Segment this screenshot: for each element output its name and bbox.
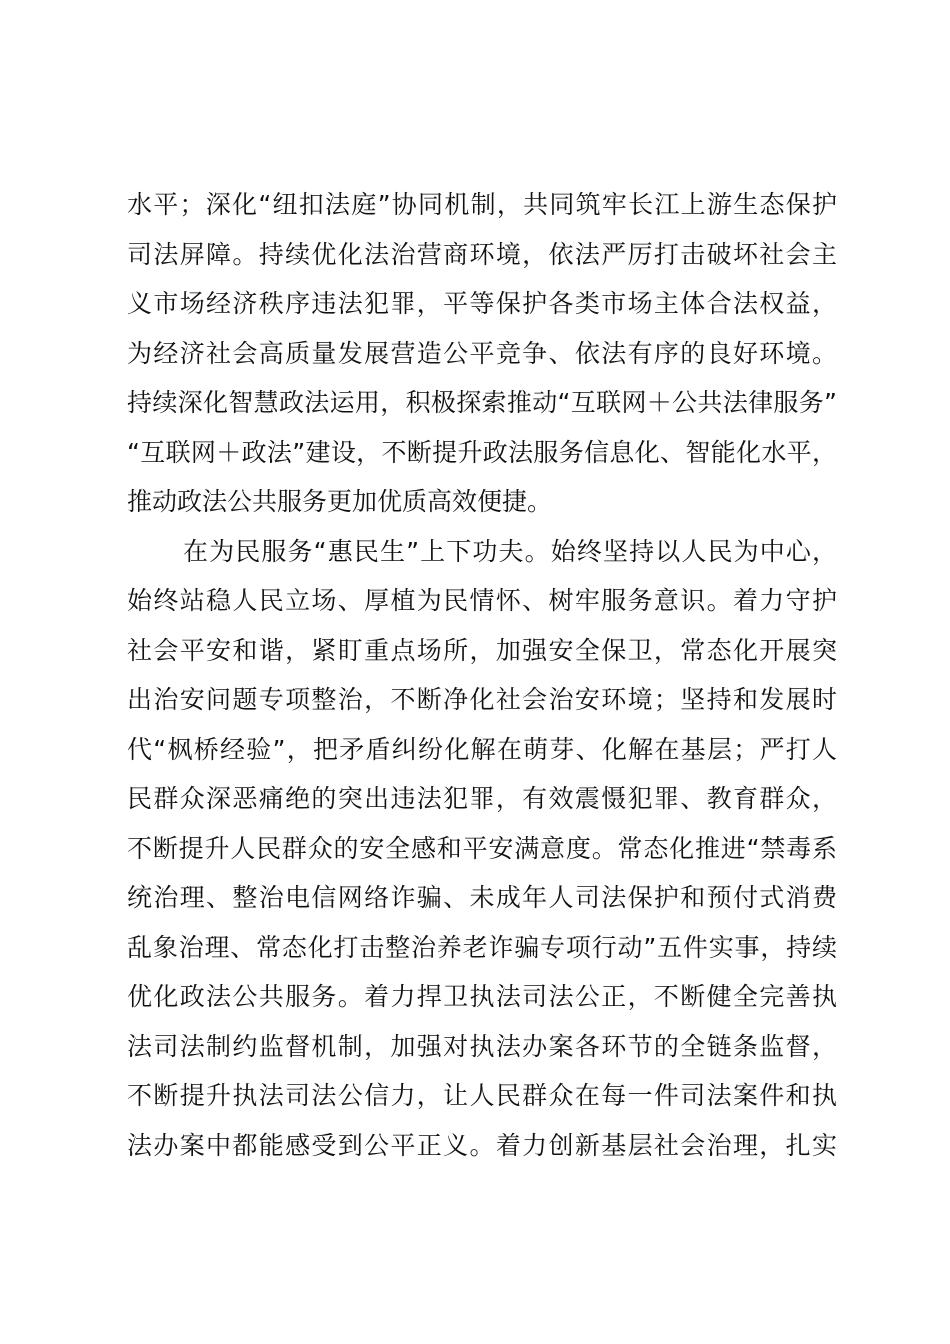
text-line: 法司法制约监督机制，加强对执法办案各环节的全链条监督， [127, 1031, 837, 1061]
text-line: 民群众深恶痛绝的突出违法犯罪，有效震慑犯罪、教育群众， [127, 784, 837, 813]
text-line: 统治理、整治电信网络诈骗、未成年人司法保护和预付式消费 [127, 883, 837, 912]
text-line: 水平；深化“纽扣法庭”协同机制，共同筑牢长江上游生态保护 [127, 190, 837, 219]
text-line: 乱象治理、常态化打击整治养老诈骗专项行动”五件实事，持续 [127, 932, 837, 962]
text-line: 推动政法公共服务更加优质高效便捷。 [127, 487, 553, 516]
text-line: 为经济社会高质量发展营造公平竞争、依法有序的良好环境。 [127, 338, 837, 368]
text-line: 义市场经济秩序违法犯罪，平等保护各类市场主体合法权益， [127, 289, 837, 318]
text-line: 代“枫桥经验”，把矛盾纠纷化解在萌芽、化解在基层；严打人 [127, 734, 837, 764]
text-line: 出治安问题专项整治，不断净化社会治安环境；坚持和发展时 [127, 685, 837, 714]
text-line: 法办案中都能感受到公平正义。着力创新基层社会治理，扎实 [127, 1130, 837, 1160]
paragraph-start-line: 在为民服务“惠民生”上下功夫。始终坚持以人民为中心， [183, 536, 837, 566]
text-line: 始终站稳人民立场、厚植为民情怀、树牢服务意识。着力守护 [127, 586, 837, 615]
text-line: 不断提升人民群众的安全感和平安满意度。常态化推进“禁毒系 [127, 833, 837, 863]
text-line: 社会平安和谐，紧盯重点场所，加强安全保卫，常态化开展突 [127, 635, 837, 665]
text-line: 持续深化智慧政法运用，积极探索推动“互联网＋公共法律服务” [127, 388, 837, 417]
body-text [127, 180, 837, 1170]
text-line: “互联网＋政法”建设，不断提升政法服务信息化、智能化水平， [127, 437, 837, 467]
text-line: 不断提升执法司法公信力，让人民群众在每一件司法案件和执 [127, 1081, 837, 1110]
text-line: 司法屏障。持续优化法治营商环境，依法严厉打击破坏社会主 [127, 239, 837, 269]
text-line: 优化政法公共服务。着力捍卫执法司法公正，不断健全完善执 [127, 982, 837, 1011]
